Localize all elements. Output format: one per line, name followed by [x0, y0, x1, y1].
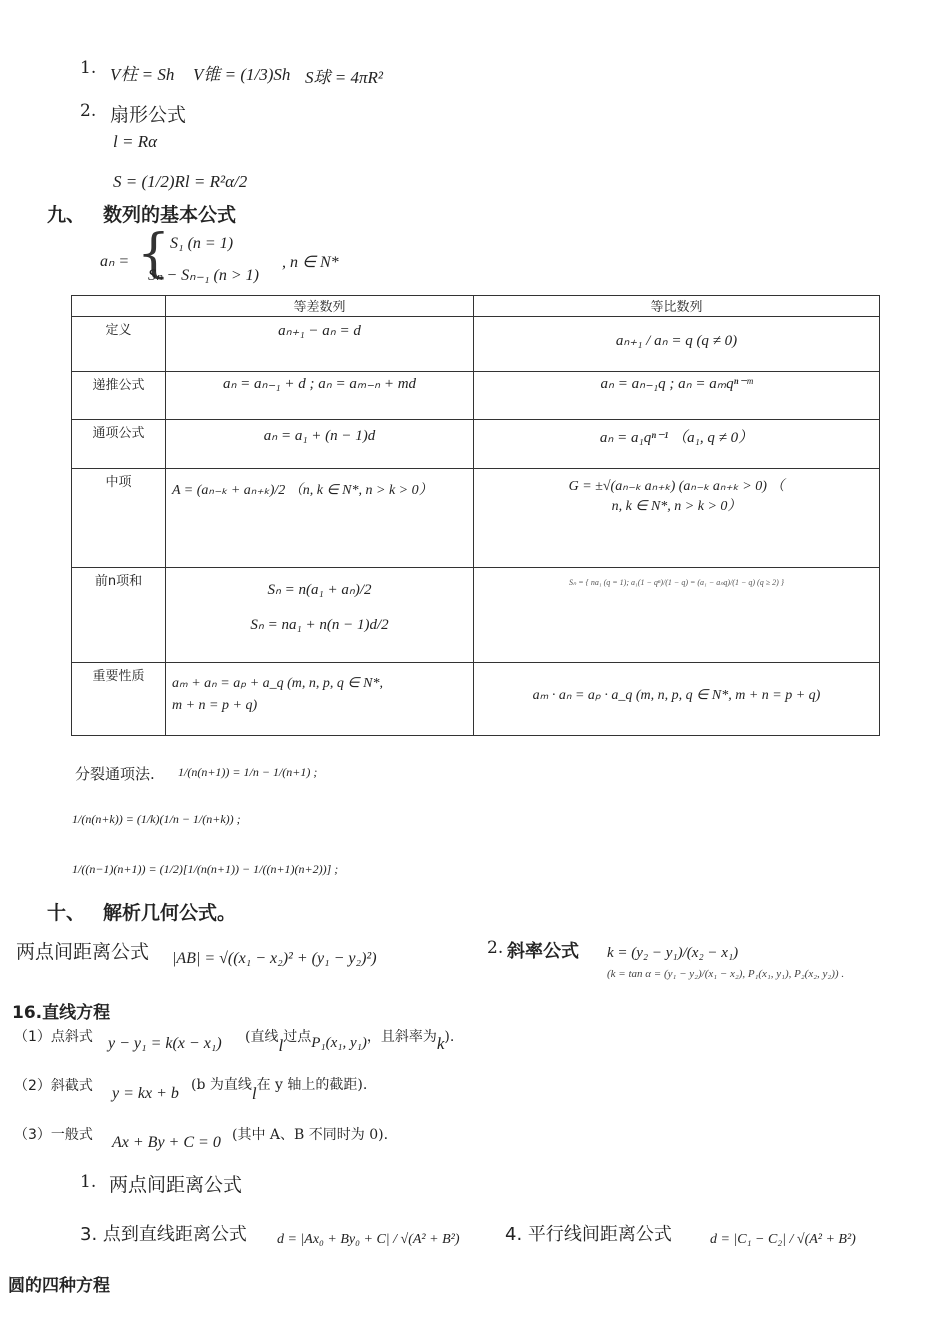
an-domain: , n ∈ N*	[282, 254, 339, 271]
table-header-row	[72, 296, 880, 317]
table-header	[72, 296, 166, 317]
table-cell-line: m + n = p + q)	[172, 698, 258, 713]
general-form-label: （3）一般式	[14, 1127, 93, 1143]
note-text: 过点	[283, 1029, 312, 1045]
an-label: aₙ =	[100, 253, 130, 270]
split-title: 分裂通项法.	[75, 765, 155, 783]
distance-formula: |AB| = √((x₁ − x₂)² + (y₁ − y₂)²)	[172, 950, 377, 967]
line-symbol: l	[278, 1036, 284, 1055]
table-header: 等差数列	[166, 296, 474, 317]
cone-volume-formula: V锥 = (1/3)Sh	[193, 65, 291, 84]
an-case-1: S₁ (n = 1)	[170, 235, 234, 252]
section-heading: 解析几何公式。	[103, 902, 237, 924]
slope-formula: k = (y₂ − y₁)/(x₂ − x₁)	[607, 945, 739, 961]
general-form-formula: Ax + By + C = 0	[112, 1134, 221, 1151]
section-number: 十、	[47, 902, 86, 924]
table-cell: aₙ₊₁ − aₙ = d	[166, 317, 474, 372]
an-case-2: Sₙ − Sₙ₋₁ (n > 1)	[148, 267, 260, 284]
note-text: (b 为直线	[191, 1077, 252, 1093]
table-cell: aₙ = a₁ + (n − 1)d	[166, 420, 474, 469]
two-point-distance-title: 两点间距离公式	[109, 1174, 243, 1196]
row-label: 中项	[72, 469, 166, 568]
table-cell-line: Sₙ = na₁ + n(n − 1)d/2	[250, 617, 389, 633]
table-cell-line: n, k ∈ N*, n > k > 0）	[611, 499, 742, 514]
row-label: 通项公式	[72, 420, 166, 469]
list-number: 1.	[80, 1172, 97, 1192]
table-row	[72, 372, 880, 420]
split-formula-2: 1/(n(n+k)) = (1/k)(1/n − 1/(n+k)) ;	[72, 812, 241, 826]
slope-intercept-label: （2）斜截式	[14, 1078, 93, 1094]
slope-title: 斜率公式	[507, 941, 579, 962]
brace-symbol: {	[137, 224, 171, 284]
parallel-lines-distance-formula: d = |C₁ − C₂| / √(A² + B²)	[710, 1232, 856, 1247]
split-formula-1: 1/(n(n+1)) = 1/n − 1/(n+1) ;	[178, 765, 318, 779]
line-equation-heading: 16.直线方程	[12, 1003, 111, 1023]
note-text: ).	[444, 1029, 455, 1045]
note-text: 在 y 轴上的截距).	[256, 1077, 368, 1093]
list-number: 2.	[487, 938, 504, 958]
cylinder-volume-formula: V柱 = Sh	[110, 65, 175, 84]
sphere-area-formula: S球 = 4πR²	[305, 68, 383, 87]
arc-length-formula: l = Rα	[113, 132, 158, 151]
split-formula-3: 1/((n−1)(n+1)) = (1/2)[1/(n(n+1)) − 1/((n+1)(n+2))] ;	[72, 862, 339, 876]
slope-intercept-formula: y = kx + b	[112, 1085, 179, 1102]
table-cell: A = (aₙ₋ₖ + aₙ₊ₖ)/2 （n, k ∈ N*, n > k > 0）	[166, 469, 474, 568]
line-symbol: l	[251, 1084, 257, 1103]
table-row	[72, 663, 880, 736]
table-cell: aₘ · aₙ = aₚ · a_q (m, n, p, q ∈ N*, m + n = p + q)	[474, 663, 880, 736]
point-line-distance-title: 3. 点到直线距离公式	[80, 1224, 247, 1245]
note-text: (直线	[245, 1029, 279, 1045]
slope-intercept-note	[191, 1074, 368, 1103]
table-cell: aₙ = a₁qⁿ⁻¹ （a₁, q ≠ 0）	[474, 420, 880, 469]
table-cell	[166, 663, 474, 736]
table-cell-line: aₘ + aₙ = aₚ + a_q (m, n, p, q ∈ N*,	[172, 676, 383, 691]
sector-title: 扇形公式	[110, 104, 187, 126]
section-number: 九、	[47, 204, 86, 226]
point-symbol: P₁(x₁, y₁)	[311, 1035, 367, 1051]
table-cell-line: G = ±√(aₙ₋ₖ aₙ₊ₖ) (aₙ₋ₖ aₙ₊ₖ > 0) （	[568, 479, 785, 494]
point-slope-note	[245, 1026, 455, 1055]
table-cell: aₙ₊₁ / aₙ = q (q ≠ 0)	[474, 317, 880, 372]
table-cell: Sₙ = { na₁ (q = 1); a₁(1 − qⁿ)/(1 − q) = (a₁ − aₙq)/(1 − q) (q ≥ 2) }	[474, 568, 880, 663]
row-label: 定义	[72, 317, 166, 372]
distance-title: 两点间距离公式	[16, 941, 150, 963]
table-cell-line: Sₙ = n(a₁ + aₙ)/2	[267, 582, 372, 598]
point-slope-label: （1）点斜式	[14, 1029, 93, 1045]
row-label: 重要性质	[72, 663, 166, 736]
table-cell	[166, 568, 474, 663]
general-form-note: (其中 A、B 不同时为 0).	[232, 1127, 389, 1143]
table-row	[72, 317, 880, 372]
table-header: 等比数列	[474, 296, 880, 317]
parallel-lines-distance-title: 4. 平行线间距离公式	[505, 1224, 672, 1245]
table-cell: aₙ = aₙ₋₁q ; aₙ = aₘqⁿ⁻ᵐ	[474, 372, 880, 420]
list-number: 2.	[80, 101, 97, 121]
table-row	[72, 469, 880, 568]
section-heading: 数列的基本公式	[103, 204, 237, 226]
table-cell: aₙ = aₙ₋₁ + d ; aₙ = aₘ₋ₙ + md	[166, 372, 474, 420]
circle-equations-heading: 圆的四种方程	[8, 1276, 110, 1296]
slope-note: (k = tan α = (y₁ − y₂)/(x₁ − x₂), P₁(x₁, y₁), P₂(x₂, y₂)) .	[607, 968, 845, 980]
table-cell	[474, 469, 880, 568]
list-number: 1.	[80, 58, 97, 78]
table-row	[72, 568, 880, 663]
point-slope-formula: y − y₁ = k(x − x₁)	[108, 1035, 222, 1052]
sector-area-formula: S = (1/2)Rl = R²α/2	[113, 172, 248, 191]
slope-symbol: k	[436, 1034, 445, 1053]
table-row	[72, 420, 880, 469]
row-label: 前n项和	[72, 568, 166, 663]
row-label: 递推公式	[72, 372, 166, 420]
point-line-distance-formula: d = |Ax₀ + By₀ + C| / √(A² + B²)	[277, 1232, 460, 1247]
note-text: ，且斜率为	[366, 1029, 437, 1045]
sequence-table	[71, 295, 880, 736]
